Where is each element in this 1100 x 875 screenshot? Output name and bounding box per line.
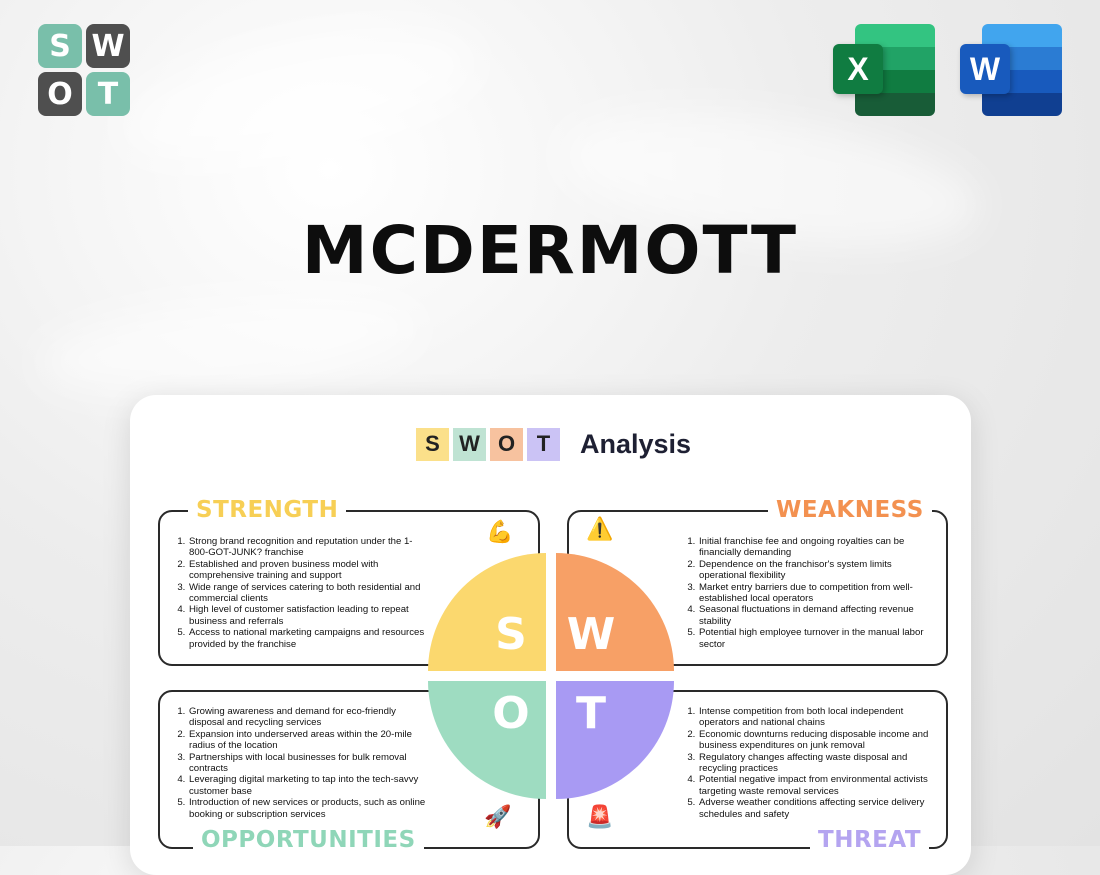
list-item: 2. Established and proven business model with comprehensive training and support	[188, 559, 428, 582]
list-item: 3. Regulatory changes affecting waste disposal and recycling practices	[698, 752, 938, 775]
background-streak	[112, 4, 487, 186]
list-item: 3. Market entry barriers due to competition from well-established local operators	[698, 582, 938, 605]
list-item: 1. Intense competition from both local independent operators and national chains	[698, 706, 938, 729]
company-title: MCDERMOTT	[301, 212, 799, 289]
strength-quadrant	[428, 553, 546, 671]
list-item: 2. Dependence on the franchisor's system limits operational flexibility	[698, 559, 938, 582]
threat-list	[680, 706, 938, 820]
list-item: 4. Seasonal fluctuations in demand affecting revenue stability	[698, 604, 938, 627]
warning-icon: ⚠️	[586, 517, 614, 542]
header-tile-w: W	[453, 428, 486, 461]
list-item: 3. Partnerships with local businesses for bulk removal contracts	[188, 752, 428, 775]
list-item: 3. Wide range of services catering to both residential and commercial clients	[188, 582, 428, 605]
weakness-list	[680, 536, 938, 650]
list-item: 1. Initial franchise fee and ongoing royalties can be financially demanding	[698, 536, 938, 559]
list-item: 5. Adverse weather conditions affecting service delivery schedules and safety	[698, 797, 938, 820]
letter-o: O	[492, 688, 530, 739]
logo-tile-s: S	[38, 24, 82, 68]
weakness-label: WEAKNESS	[768, 497, 932, 523]
background-streak	[36, 280, 423, 409]
letter-t: T	[575, 688, 607, 739]
card-header	[416, 427, 691, 461]
opportunities-label: OPPORTUNITIES	[193, 827, 424, 853]
threat-label: THREAT	[810, 827, 929, 853]
logo-tile-w: W	[86, 24, 130, 68]
swot-card	[130, 395, 971, 875]
excel-badge: X	[833, 44, 883, 94]
list-item: 4. High level of customer satisfaction leading to repeat business and referrals	[188, 604, 428, 627]
logo-tile-t: T	[86, 72, 130, 116]
rocket-icon: 🚀	[484, 805, 512, 830]
threat-quadrant	[556, 681, 674, 799]
header-title: Analysis	[580, 428, 692, 459]
flexed-biceps-icon: 💪	[486, 520, 514, 545]
opportunities-list	[170, 706, 428, 820]
siren-icon: 🚨	[586, 805, 614, 830]
letter-w: W	[566, 609, 616, 660]
list-item: 4. Potential negative impact from environmental activists targeting waste removal services	[698, 774, 938, 797]
word-band	[982, 93, 1062, 116]
swot-logo	[38, 24, 130, 116]
header-tile-t: T	[527, 428, 560, 461]
list-item: 1. Strong brand recognition and reputation under the 1-800-GOT-JUNK? franchise	[188, 536, 428, 559]
logo-tile-o: O	[38, 72, 82, 116]
word-icon	[960, 24, 1062, 116]
list-item: 5. Access to national marketing campaigns and resources provided by the franchise	[188, 627, 428, 650]
list-item: 1. Growing awareness and demand for eco-friendly disposal and recycling services	[188, 706, 428, 729]
list-item: 4. Leveraging digital marketing to tap into the tech-savvy customer base	[188, 774, 428, 797]
excel-band	[855, 93, 935, 116]
list-item: 2. Expansion into underserved areas within the 20-mile radius of the location	[188, 729, 428, 752]
letter-s: S	[495, 609, 527, 660]
excel-icon	[833, 24, 935, 116]
swot-circle	[428, 553, 674, 799]
strength-label: STRENGTH	[188, 497, 346, 523]
list-item: 2. Economic downturns reducing disposable income and business expenditures on junk removal	[698, 729, 938, 752]
word-badge: W	[960, 44, 1010, 94]
list-item: 5. Potential high employee turnover in the manual labor sector	[698, 627, 938, 650]
strength-list	[170, 536, 428, 650]
list-item: 5. Introduction of new services or products, such as online booking or subscription services	[188, 797, 428, 820]
header-tile-s: S	[416, 428, 449, 461]
header-tile-o: O	[490, 428, 523, 461]
